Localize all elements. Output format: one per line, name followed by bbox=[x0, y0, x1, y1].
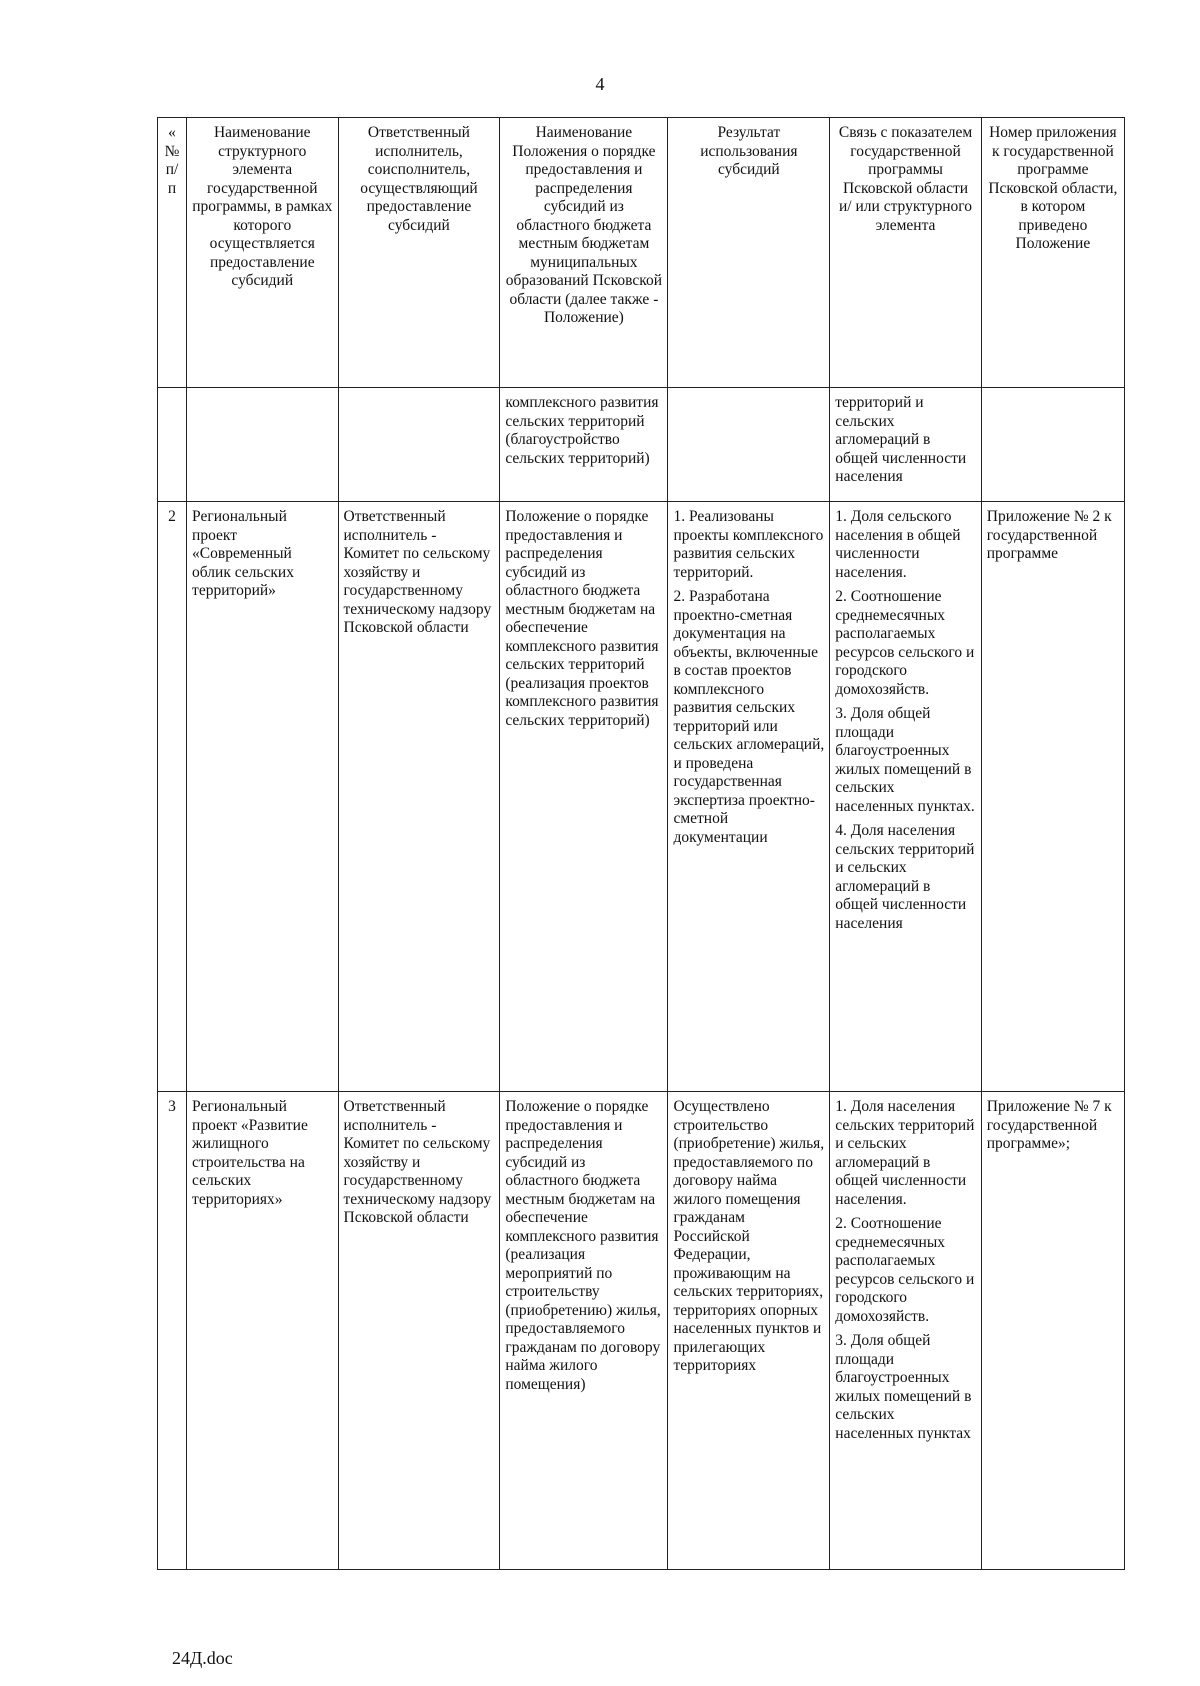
table-cell bbox=[158, 388, 187, 502]
table-cell-indicators bbox=[830, 1092, 981, 1570]
table-cell-number: 3 bbox=[158, 1092, 187, 1570]
table-row bbox=[158, 502, 1125, 1092]
table-cell-appendix: Приложение № 7 к государственной программе»; bbox=[981, 1092, 1124, 1570]
indicator-item: 2. Соотношение среднемесячных располагаемых ресурсов сельского и городского домохозяйств. bbox=[835, 588, 975, 698]
header-cell-result: Результат использования субсидий bbox=[668, 118, 830, 388]
result-item: 2. Разработана проектно-сметная документация на объекты, включенные в состав проектов комплексного развития сельских территорий или сельских агломераций, и проведена государственная экспертиза проектно-сметной документации bbox=[673, 588, 825, 846]
indicator-item: 1. Доля населения сельских территорий и сельских агломераций в общей численности населения. bbox=[835, 1098, 975, 1208]
table-cell bbox=[668, 388, 830, 502]
header-cell-executor: Ответственный исполнитель, соисполнитель, осуществляющий предоставление субсидий bbox=[338, 118, 500, 388]
table-cell-results bbox=[668, 1092, 830, 1570]
table-cell bbox=[338, 388, 500, 502]
table-cell bbox=[981, 388, 1124, 502]
page-number: 4 bbox=[595, 74, 605, 94]
header-cell-indicator: Связь с показателем государственной программы Псковской области и/ или структурного элемента bbox=[830, 118, 981, 388]
table-cell-results bbox=[668, 502, 830, 1092]
table-cell-element: Региональный проект «Развитие жилищного строительства на сельских территориях» bbox=[187, 1092, 338, 1570]
table-header-row bbox=[158, 118, 1125, 388]
indicator-item: 3. Доля общей площади благоустроенных жилых помещений в сельских населенных пунктах. bbox=[835, 705, 975, 815]
table-cell-element: Региональный проект «Современный облик сельских территорий» bbox=[187, 502, 338, 1092]
table-cell-regulation: комплексного развития сельских территорий (благоустройство сельских территорий) bbox=[500, 388, 668, 502]
header-cell-regulation: Наименование Положения о порядке предоставления и распределения субсидий из областного бюджета местным бюджетам муниципальных образований Псковской области (далее также - Положение) bbox=[500, 118, 668, 388]
footer-filename: 24Д.doc bbox=[172, 1648, 233, 1668]
table-cell-indicators bbox=[830, 502, 981, 1092]
indicator-item: 2. Соотношение среднемесячных располагаемых ресурсов сельского и городского домохозяйств. bbox=[835, 1215, 975, 1325]
header-cell-element: Наименование структурного элемента государственной программы, в рамках которого осуществляется предоставление субсидий bbox=[187, 118, 338, 388]
indicator-item: 3. Доля общей площади благоустроенных жилых помещений в сельских населенных пунктах bbox=[835, 1332, 972, 1442]
table-cell-executor: Ответственный исполнитель - Комитет по сельскому хозяйству и государственному техническому надзору Псковской области bbox=[338, 1092, 500, 1570]
header-cell-number: «№ п/п bbox=[158, 118, 187, 388]
table-cell-appendix: Приложение № 2 к государственной программе bbox=[981, 502, 1124, 1092]
indicator-item: 1. Доля сельского населения в общей численности населения. bbox=[835, 508, 961, 581]
table-cell-regulation: Положение о порядке предоставления и распределения субсидий из областного бюджета местным бюджетам на обеспечение комплексного развития (реализация мероприятий по строительству (приобретению) жилья, предоставляемого гражданам по договору найма жилого помещения) bbox=[500, 1092, 668, 1570]
table-cell bbox=[187, 388, 338, 502]
result-item: Осуществлено строительство (приобретение) жилья, предоставляемого по договору найма жилого помещения гражданам Российской Федерации, проживающим на сельских территориях, территориях опорных населенных пунктов и прилегающих территориях bbox=[673, 1098, 825, 1374]
table-cell-executor: Ответственный исполнитель - Комитет по сельскому хозяйству и государственному техническому надзору Псковской области bbox=[338, 502, 500, 1092]
subsidy-table bbox=[157, 117, 1125, 1570]
table-row-continuation bbox=[158, 388, 1125, 502]
result-item: 1. Реализованы проекты комплексного развития сельских территорий. bbox=[673, 508, 824, 581]
table-cell-indicator: территорий и сельских агломераций в общей численности населения bbox=[830, 388, 981, 502]
indicator-item: 4. Доля населения сельских территорий и сельских агломераций в общей численности населения bbox=[835, 822, 975, 932]
table-row bbox=[158, 1092, 1125, 1570]
table-cell-number: 2 bbox=[158, 502, 187, 1092]
header-cell-appendix: Номер приложения к государственной программе Псковской области, в котором приведено Положение bbox=[981, 118, 1124, 388]
table-cell-regulation: Положение о порядке предоставления и распределения субсидий из областного бюджета местным бюджетам на обеспечение комплексного развития сельских территорий (реализация проектов комплексного развития сельских территорий) bbox=[500, 502, 668, 1092]
